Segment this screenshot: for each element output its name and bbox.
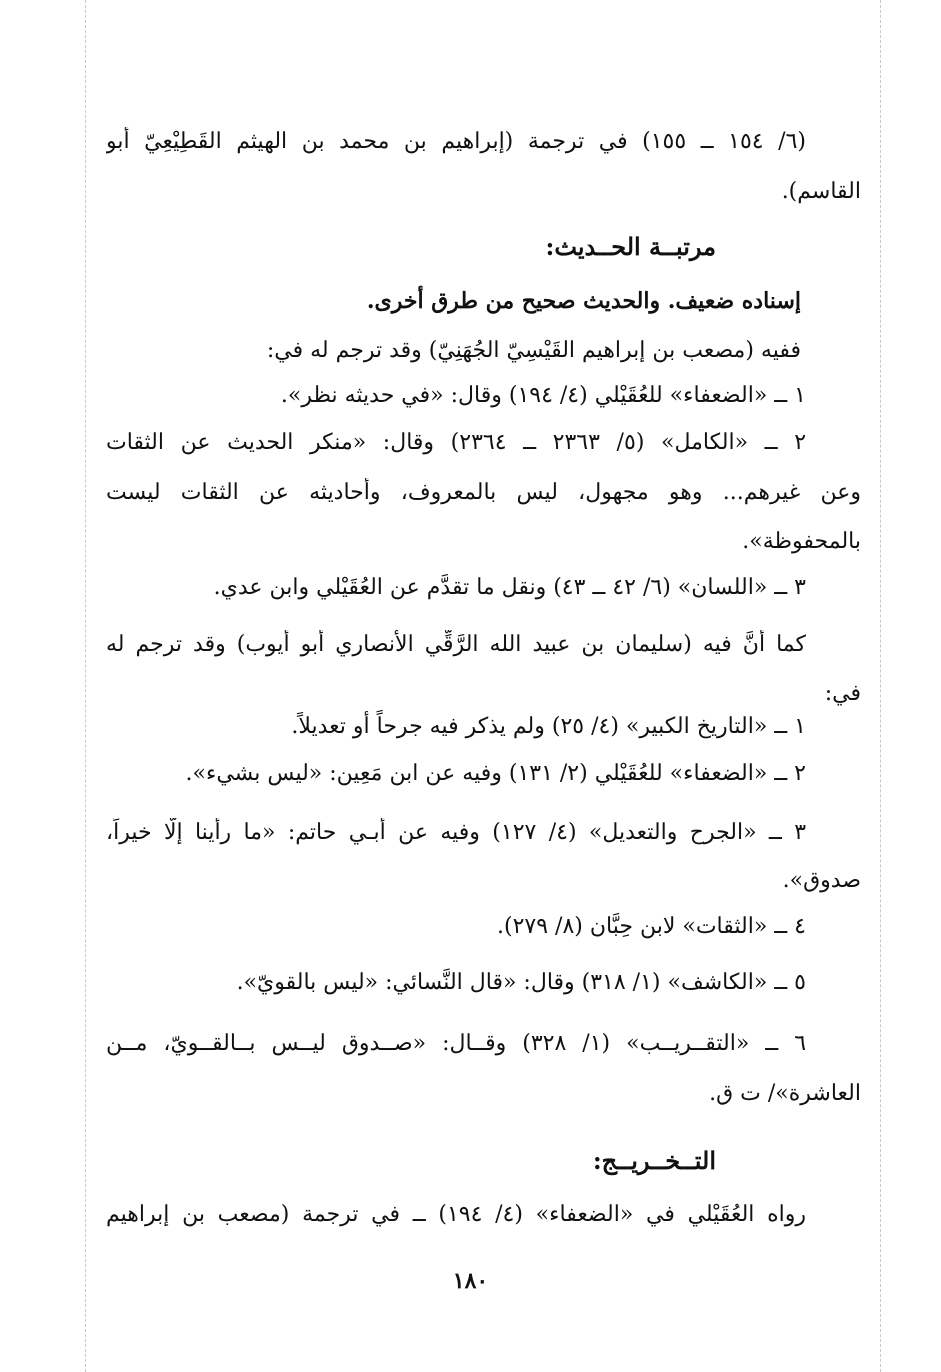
- list-item: ١ ــ «التاريخ الكبير» (٤/ ٢٥) ولم يذكر فيه جرحاً أو تعديلاً.: [291, 714, 806, 739]
- list-item: ٢ ــ «الضعفاء» للعُقَيْلي (٢/ ١٣١) وفيه عن ابن مَعِين: «ليس بشيء».: [185, 761, 806, 786]
- text-line: صدوق».: [782, 868, 861, 893]
- page-number: ١٨٠: [452, 1268, 489, 1294]
- list-item: ٣ ــ «اللسان» (٦/ ٤٢ ــ ٤٣) ونقل ما تقدَّم عن العُقَيْلي وابن عدي.: [213, 575, 806, 600]
- text-line: بالمحفوظة».: [742, 529, 861, 554]
- section-heading-hadith-rank: مرتبــة الحــديث:: [545, 232, 716, 261]
- text-line: (٦/ ١٥٤ ــ ١٥٥) في ترجمة (إبراهيم بن محمد بن الهيثم القَطِيْعِيّ أبو: [106, 129, 806, 154]
- list-item: ٢ ــ «الكامل» (٥/ ٢٣٦٣ ــ ٢٣٦٤) وقال: «منكر الحديث عن الثقات: [106, 430, 806, 455]
- list-item: ١ ــ «الضعفاء» للعُقَيْلي (٤/ ١٩٤) وقال: «في حديثه نظر».: [280, 383, 806, 408]
- text-line: وعن غيرهم... وهو مجهول، ليس بالمعروف، وأحاديثه عن الثقات ليست: [106, 480, 861, 505]
- scan-margin-guide-right: [880, 0, 881, 1372]
- list-item: ٣ ــ «الجرح والتعديل» (٤/ ١٢٧) وفيه عن أبـي حاتم: «ما رأينا إلَّا خيراً،: [106, 820, 806, 845]
- section-heading-takhrij: التــخــريــج:: [592, 1146, 716, 1175]
- scan-margin-guide-left: [85, 0, 86, 1372]
- text-line: القاسم).: [781, 179, 861, 204]
- list-item: ٦ ــ «التقــريــب» (١/ ٣٢٨) وقــال: «صــدوق ليــس بــالقــويّ، مــن: [106, 1031, 806, 1056]
- text-line: في:: [824, 681, 861, 706]
- text-line: كما أنَّ فيه (سليمان بن عبيد الله الرَّقِّي الأنصاري أبو أيوب) وقد ترجم له: [106, 632, 806, 657]
- text-line: إسناده ضعيف. والحديث صحيح من طرق أخرى.: [366, 288, 801, 314]
- text-line: رواه العُقَيْلي في «الضعفاء» (٤/ ١٩٤) ــ في ترجمة (مصعب بن إبراهيم: [106, 1202, 806, 1227]
- text-line: العاشرة»/ ت ق.: [709, 1081, 861, 1106]
- list-item: ٥ ــ «الكاشف» (١/ ٣١٨) وقال: «قال النَّسائي: «ليس بالقويّ».: [236, 970, 806, 995]
- list-item: ٤ ــ «الثقات» لابن حِبَّان (٨/ ٢٧٩).: [497, 914, 806, 939]
- text-line: ففيه (مصعب بن إبراهيم القَيْسِيّ الجُهَنِيّ) وقد ترجم له في:: [266, 338, 801, 363]
